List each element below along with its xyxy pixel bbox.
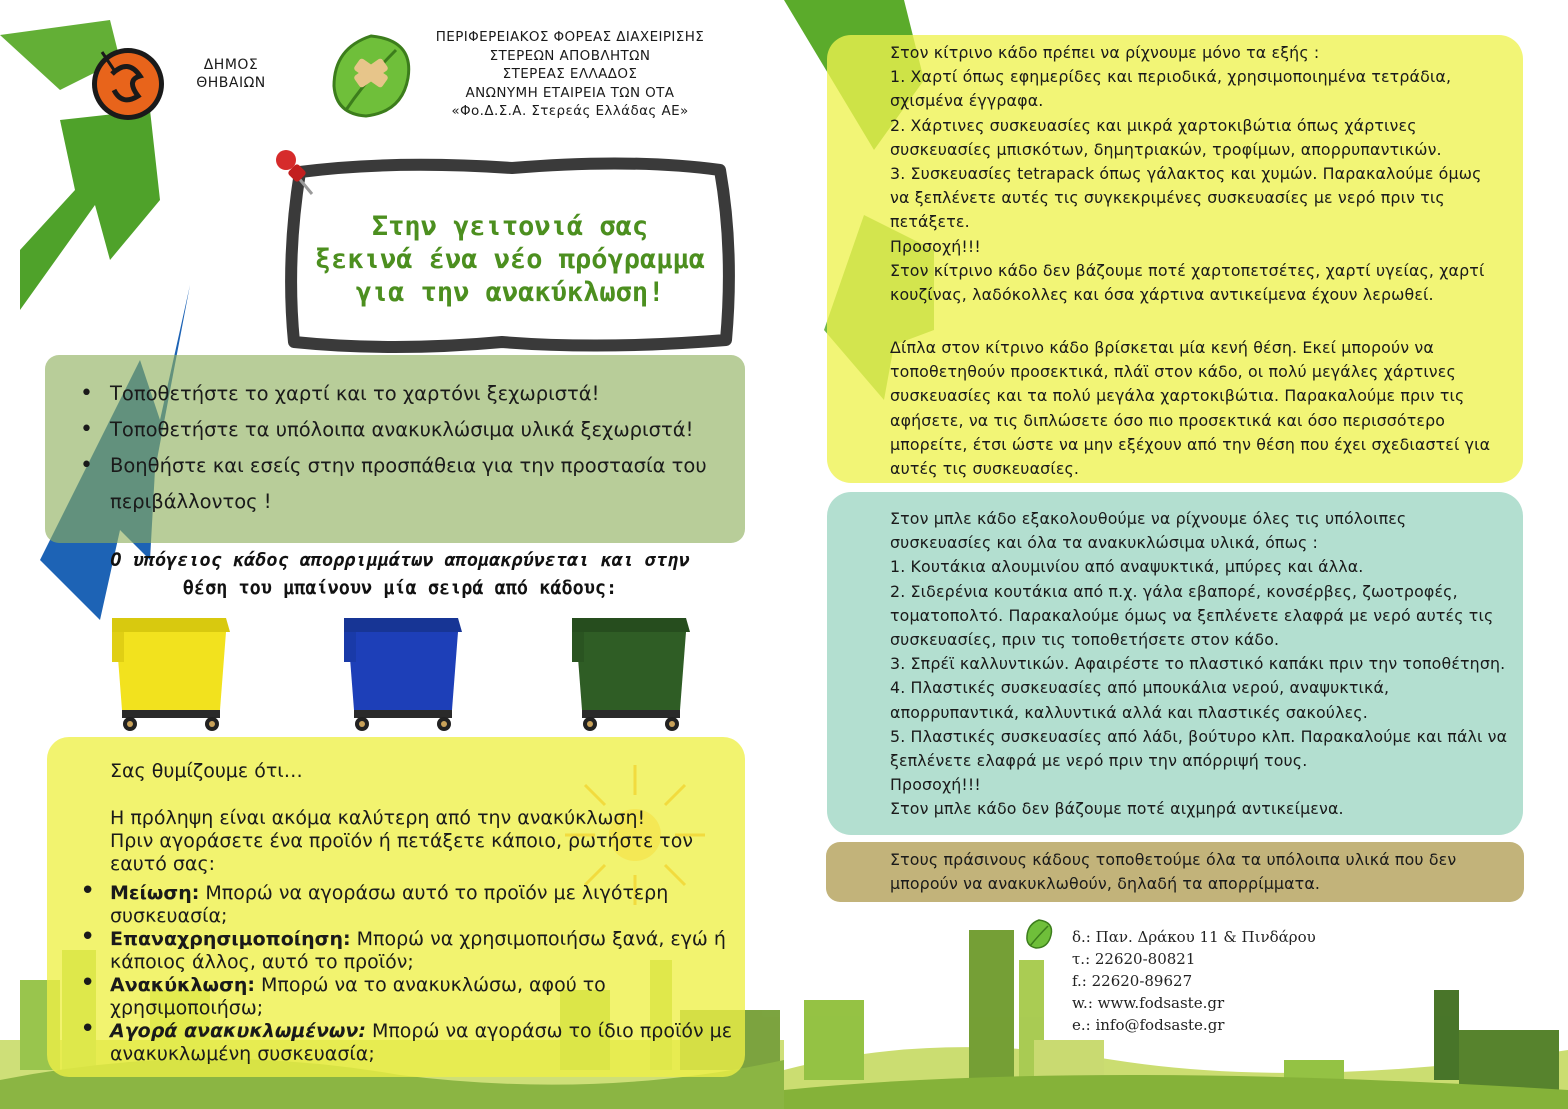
contact-fax: f.: 22620-89627 bbox=[1072, 972, 1193, 990]
leaf-icon bbox=[1024, 918, 1054, 950]
question-text: Μπορώ να αγοράσω αυτό το προϊόν με λιγότερη συσκευασία; bbox=[110, 882, 669, 927]
text-line: συσκευασίες μπισκότων, δημητριακών, τροφίμων, απορρυπαντικών. bbox=[890, 139, 1442, 159]
question-label: Επαναχρησιμοποίηση: bbox=[110, 928, 351, 950]
municipality-name-line: ΔΗΜΟΣ bbox=[203, 57, 259, 73]
reminder-paragraph: Πριν αγοράσετε ένα προϊόν ή πετάξετε κάποιο, ρωτήστε τον εαυτό σας: bbox=[110, 830, 693, 875]
blue-bin-instructions bbox=[890, 507, 1518, 822]
text-line: 3. Σπρέϊ καλλυντικών. Αφαιρέστε το πλαστικό καπάκι πριν την τοποθέτηση. bbox=[890, 654, 1506, 674]
agency-name-line: ΠΕΡΙΦΕΡΕΙΑΚΟΣ ΦΟΡΕΑΣ ΔΙΑΧΕΙΡΙΣΗΣ bbox=[435, 29, 705, 45]
contact-info bbox=[1072, 926, 1372, 1036]
list-item: • Βοηθήστε και εσείς στην προσπάθεια για την προστασία του περιβάλλοντος ! bbox=[78, 448, 750, 520]
municipality-name-line: ΘΗΒΑΙΩΝ bbox=[196, 75, 266, 91]
recycle-arrow-green-mid bbox=[20, 110, 160, 310]
text-line: αφήσετε, να τις διπλώσετε όσο πιο προσεκτικά και όσο περισσότερο bbox=[890, 410, 1446, 430]
text-line: Προσοχή!!! bbox=[890, 775, 981, 795]
yellow-bin-instructions bbox=[890, 41, 1518, 307]
list-item bbox=[110, 974, 750, 1020]
text-line: απορρυπαντικά, καλλυντικά αλλά και πλαστικές σακούλες. bbox=[890, 702, 1368, 722]
text-line: τοποθετηθούν προσεκτικά, πλάϊ στον κάδο, οι πολύ μεγάλες χάρτινες bbox=[890, 362, 1456, 382]
agency-name-line: «Φο.Δ.Σ.Α. Στερεάς Ελλάδας ΑΕ» bbox=[451, 103, 689, 119]
text-line: ξεπλένετε ελαφρά με νερό πριν την απόρριψή τους. bbox=[890, 751, 1308, 771]
bins-announcement-line: Ο υπόγειος κάδος απορριμμάτων απομακρύνεται και στην bbox=[110, 550, 690, 571]
list-item bbox=[110, 1020, 750, 1066]
text-line: 1. Χαρτί όπως εφημερίδες και περιοδικά, χρησιμοποιημένα τετράδια, bbox=[890, 67, 1452, 87]
agency-name-line: ΣΤΕΡΕΑΣ ΕΛΛΑΔΟΣ bbox=[502, 66, 638, 82]
green-bin-instructions bbox=[890, 848, 1518, 896]
list-item bbox=[110, 928, 750, 974]
question-label: Αγορά ανακυκλωμένων: bbox=[110, 1020, 366, 1042]
text-line: μπορείτε, έτσι ώστε να μην εξέχουν από την θέση που έχει σχεδιαστεί για bbox=[890, 434, 1491, 454]
green-bin-image bbox=[568, 610, 694, 734]
text-line: 2. Χάρτινες συσκευασίες και μικρά χαρτοκιβώτια όπως χάρτινες bbox=[890, 115, 1417, 135]
reminder-questions bbox=[110, 882, 750, 1066]
text-line: συσκευασίες και τα πολύ μεγάλα χαρτοκιβώτια. Παρακαλούμε πριν τις bbox=[890, 386, 1465, 406]
text-line: τοματοπολτό. Παρακαλούμε όμως να ξεπλένετε ελαφρά με νερό αυτές τις bbox=[890, 605, 1494, 625]
text-line: 5. Πλαστικές συσκευασίες από λάδι, βούτυρο κλπ. Παρακαλούμε και πάλι να bbox=[890, 726, 1508, 746]
text-line: κουζίνας, λαδόκολλες και όσα χάρτινα αντικείμενα έχουν λερωθεί. bbox=[890, 285, 1434, 305]
question-text: Μπορώ να χρησιμοποιήσω ξανά, εγώ ή κάποιος άλλος, αυτό το προϊόν; bbox=[110, 928, 726, 973]
reminder-text bbox=[110, 760, 750, 1066]
contact-address: δ.: Παν. Δράκου 11 & Πινδάρου bbox=[1072, 928, 1316, 946]
text-line: 3. Συσκευασίες tetrapack όπως γάλακτος και χυμών. Παρακαλούμε όμως bbox=[890, 164, 1482, 184]
empty-slot-instructions bbox=[890, 336, 1518, 481]
reminder-paragraph: Η πρόληψη είναι ακόμα καλύτερη από την ανακύκλωση! bbox=[110, 807, 646, 829]
text-line: 2. Σιδερένια κουτάκια από π.χ. γάλα εβαπορέ, κονσέρβες, ζωοτροφές, bbox=[890, 581, 1458, 601]
title-line: ξεκινά ένα νέο πρόγραμμα bbox=[314, 244, 706, 275]
advice-list bbox=[78, 376, 750, 520]
reminder-intro: Σας θυμίζουμε ότι… bbox=[110, 760, 303, 782]
contact-email[interactable]: e.: info@fodsaste.gr bbox=[1072, 1016, 1225, 1034]
blue-bin-image bbox=[340, 610, 466, 734]
list-item bbox=[110, 882, 750, 928]
bins-announcement bbox=[70, 547, 730, 603]
text-line: μπορούν να ανακυκλωθούν, δηλαδή τα απορρίμματα. bbox=[890, 874, 1321, 894]
municipality-name bbox=[186, 56, 276, 92]
page-title bbox=[300, 210, 720, 309]
list-item: • Τοποθετήστε τα υπόλοιπα ανακυκλώσιμα υλικά ξεχωριστά! bbox=[78, 412, 750, 448]
yellow-bin-image bbox=[108, 610, 234, 734]
contact-website[interactable]: w.: www.fodsaste.gr bbox=[1072, 994, 1225, 1012]
text-line: Προσοχή!!! bbox=[890, 236, 981, 256]
title-line: Στην γειτονιά σας bbox=[371, 211, 649, 242]
question-text: Μπορώ να το ανακυκλώσω, αφού το χρησιμοποιήσω; bbox=[110, 974, 606, 1019]
agency-name-line: ΑΝΩΝΥΜΗ ΕΤΑΙΡΕΙΑ ΤΩΝ ΟΤΑ bbox=[465, 84, 675, 101]
question-label: Ανακύκλωση: bbox=[110, 974, 255, 996]
text-line: Στον μπλε κάδο δεν βάζουμε ποτέ αιχμηρά αντικείμενα. bbox=[890, 799, 1344, 819]
text-line: συσκευασίες, πριν τις τοποθετήσετε στον κάδο. bbox=[890, 630, 1280, 650]
text-line: 4. Πλαστικές συσκευασίες από μπουκάλια νερού, αναψυκτικά, bbox=[890, 678, 1390, 698]
text-line: Δίπλα στον κίτρινο κάδο βρίσκεται μία κενή θέση. Εκεί μπορούν να bbox=[890, 338, 1434, 357]
title-line: για την ανακύκλωση! bbox=[355, 277, 665, 308]
text-line: 1. Κουτάκια αλουμινίου από αναψυκτικά, μπύρες και άλλα. bbox=[890, 557, 1364, 577]
text-line: Στον μπλε κάδο εξακολουθούμε να ρίχνουμε όλες τις υπόλοιπες bbox=[890, 509, 1407, 528]
bins-announcement-line: θέση του μπαίνουν μία σειρά από κάδους: bbox=[182, 578, 618, 599]
text-line: Στον κίτρινο κάδο δεν βάζουμε ποτέ χαρτοπετσέτες, χαρτί υγείας, χαρτί bbox=[890, 260, 1485, 280]
contact-phone: τ.: 22620-80821 bbox=[1072, 950, 1196, 968]
text-line: Στους πράσινους κάδους τοποθετούμε όλα τα υπόλοιπα υλικά που δεν bbox=[890, 850, 1457, 869]
municipality-logo bbox=[82, 44, 174, 122]
fodsa-leaf-logo bbox=[326, 30, 416, 122]
question-text: Μπορώ να αγοράσω το ίδιο προϊόν με ανακυκλωμένη συσκευασία; bbox=[110, 1020, 733, 1065]
text-line: Στον κίτρινο κάδο πρέπει να ρίχνουμε μόνο τα εξής : bbox=[890, 43, 1320, 62]
agency-name bbox=[420, 28, 720, 121]
text-line: συσκευασίες και όλα τα ανακυκλώσιμα υλικά, όπως : bbox=[890, 533, 1319, 553]
text-line: πετάξετε. bbox=[890, 212, 970, 232]
agency-name-line: ΣΤΕΡΕΩΝ ΑΠΟΒΛΗΤΩΝ bbox=[489, 47, 651, 64]
text-line: σχισμένα έγγραφα. bbox=[890, 91, 1044, 111]
list-item: • Τοποθετήστε το χαρτί και το χαρτόνι ξεχωριστά! bbox=[78, 376, 750, 412]
text-line: να ξεπλένετε αυτές τις συγκεκριμένες συσκευασίες με νερό πριν τις bbox=[890, 188, 1445, 208]
text-line: αυτές τις συσκευασίες. bbox=[890, 459, 1080, 479]
question-label: Μείωση: bbox=[110, 882, 200, 904]
